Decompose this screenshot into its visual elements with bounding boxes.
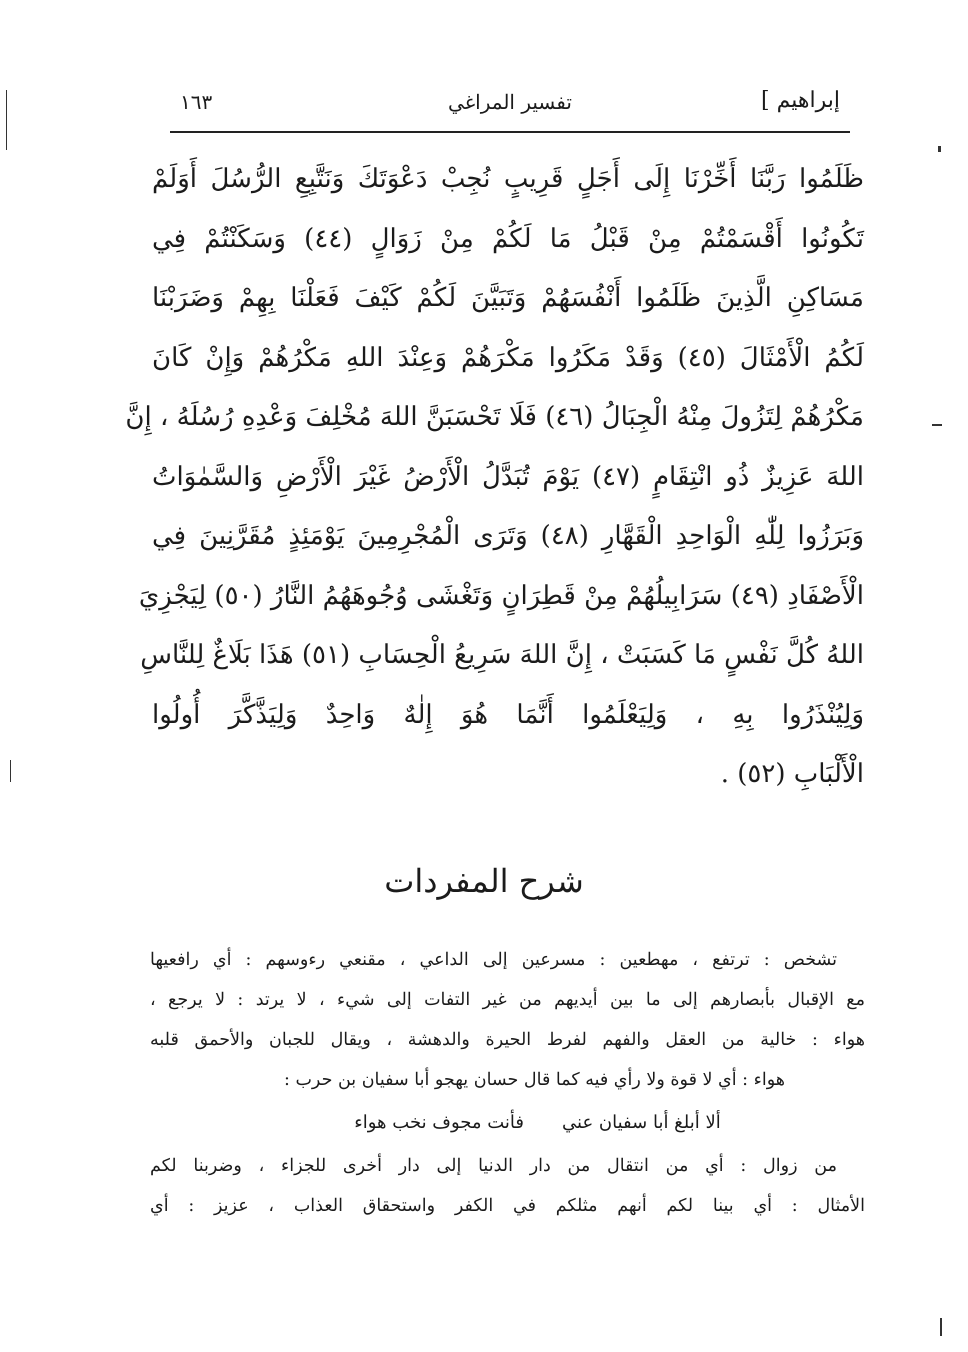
section-heading: شرح المفردات: [384, 862, 584, 900]
verse-line: لَكُمُ الْأَمْثَالَ (٤٥) وَقَدْ مَكَرُوا مَكْرَهُمْ وَعِنْدَ اللهِ مَكْرُهُمْ وَإِنْ كَانَ: [152, 342, 864, 373]
poem-hemistich-first: ألا أبلغ أبا سفيان عني: [562, 1112, 721, 1133]
glossary-line: هواء : أي لا قوة ولا رأي فيه كما قال حسان يهجو أبا سفيان بن حرب :: [283, 1070, 785, 1090]
scan-edge-mark: [10, 760, 11, 782]
chapter-name: إبراهيم ]: [761, 88, 840, 113]
verse-line: اللهَ عَزِيزٌ ذُو انْتِقَامٍ (٤٧) يَوْمَ تُبَدَّلُ الْأَرْضُ غَيْرَ الْأَرْضِ وَالسَّمٰوَاتُ: [152, 461, 865, 492]
glossary-line: هواء : خالية من العقل والفهم لفرط الحيرة والدهشة ، ويقال للجبان والأحمق قلبه: [150, 1030, 865, 1050]
verse-line: وَلِيُنْذَرُوا بِهِ ، وَلِيَعْلَمُوا أَنَّمَا هُوَ إِلٰهٌ وَاحِدٌ وَلِيَذَّكَّرَ أُولُوا: [152, 699, 864, 730]
verse-line: مَكْرُهُمْ لِتَزُولَ مِنْهُ الْجِبَالُ (٤٦) فَلَا تَحْسَبَنَّ اللهَ مُخْلِفَ وَعْدِهِ رُسُلَهُ ، إِنَّ: [125, 402, 864, 432]
verse-line: الْأَصْفَادِ (٤٩) سَرَابِيلُهُمْ مِنْ قَطِرَانٍ وَتَغْشَى وُجُوهَهُمُ النَّارُ (٥٠) لِيَجْزِيَ: [138, 580, 864, 611]
header-rule: [170, 131, 850, 133]
glossary-line: الأمثال : أي بينا لكم أنهم مثلكم في الكفر واستحقاق العذاب ، عزيز : أي: [150, 1196, 865, 1216]
glossary-text: [150, 940, 865, 1226]
scan-edge-mark: [940, 1318, 942, 1336]
book-title: تفسير المراغي: [448, 90, 572, 114]
poem-verse: [150, 1100, 865, 1146]
verse-line: مَسَاكِنِ الَّذِينَ ظَلَمُوا أَنْفُسَهُمْ وَتَبَيَّنَ لَكُمْ كَيْفَ فَعَلْنَا بِهِمْ وَضَرَبْنَا: [152, 283, 864, 313]
verse-line: ظَلَمُوا رَبَّنَا أَخِّرْنَا إِلَى أَجَلٍ قَرِيبٍ نُجِبْ دَعْوَتَكَ وَنَتَّبِعِ الرُّسُلَ أَوَلَمْ: [152, 164, 864, 194]
scan-edge-mark: [6, 90, 7, 150]
verse-line: الْأَلْبَابِ (٥٢) .: [720, 759, 864, 789]
glossary-line: مع الإقبال بأبصارهم إلى ما بين أيديهم من غير التفات إلى شيء ، لا يرتد : لا يرجع ،: [150, 990, 865, 1010]
glossary-line: من زوال : أي من انتقال من دار الدنيا إلى دار أخرى للجزاء ، وضربنا لكم: [150, 1156, 837, 1176]
page-number: ١٦٣: [180, 90, 213, 114]
scan-edge-mark: [938, 146, 941, 152]
quran-verses: [125, 150, 865, 805]
poem-hemistich-second: فأنت مجوف نخب هواء: [354, 1112, 525, 1133]
verse-line: اللهُ كُلَّ نَفْسٍ مَا كَسَبَتْ ، إِنَّ اللهَ سَرِيعُ الْحِسَابِ (٥١) هَذَا بَلَاغٌ لِلنَّاسِ: [140, 640, 864, 670]
running-header: [180, 88, 840, 128]
verse-line: وَبَرَزُوا لِلّٰهِ الْوَاحِدِ الْقَهَّارِ (٤٨) وَتَرَى الْمُجْرِمِينَ يَوْمَئِذٍ مُقَرَّنِينَ فِي: [152, 521, 864, 551]
verse-line: تَكُونُوا أَقْسَمْتُمْ مِنْ قَبْلُ مَا لَكُمْ مِنْ زَوَالٍ (٤٤) وَسَكَنْتُمْ فِي: [152, 223, 864, 254]
scan-edge-mark: [932, 424, 942, 426]
glossary-line: تشخص : ترتفع ، مهطعين : مسرعين إلى الداعي ، مقنعي رءوسهم : أي رافعيها: [150, 950, 837, 970]
